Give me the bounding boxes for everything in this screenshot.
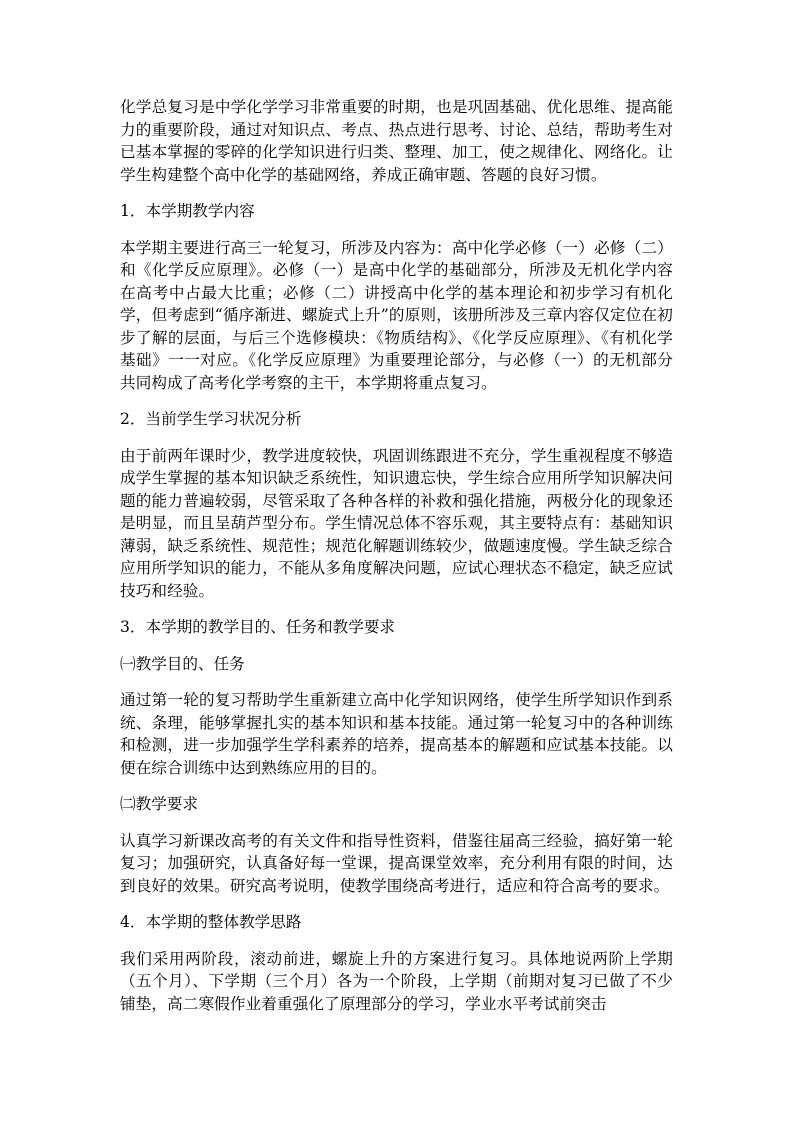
section-1-heading: 1．本学期教学内容 [120, 202, 255, 220]
section-3-requirements-paragraph: 认真学习新课改高考的有关文件和指导性资料，借鉴往届高三经验，搞好第一轮复习；加强研究，认真备好每一堂课，提高课堂效率，充分利用有限的时间，达到良好的效果。研究高考说明，使教学围绕高考进行，适应和符合高考的要求。 [120, 831, 673, 895]
section-3-goals-paragraph: 通过第一轮的复习帮助学生重新建立高中化学知识网络，使学生所学知识作到系统、条理，能够掌握扎实的基本知识和基本技能。通过第一轮复习中的各种训练和检测，进一步加强学生学科素养的培养，提高基本的解题和应试基本技能。以便在综合训练中达到熟练应用的目的。 [120, 691, 673, 777]
intro-paragraph: 化学总复习是中学化学学习非常重要的时期，也是巩固基础、优化思维、提高能力的重要阶段，通过对知识点、考点、热点进行思考、讨论、总结，帮助考生对已基本掌握的零碎的化学知识进行归类、整理、加工，使之规律化、网络化。让学生构建整个高中化学的基础网络，养成正确审题、答题的良好习惯。 [120, 98, 673, 184]
section-4-heading: 4．本学期的整体教学思路 [120, 913, 302, 931]
section-1-paragraph: 本学期主要进行高三一轮复习，所涉及内容为：高中化学必修（一）必修（二）和《化学反应原理》。必修（一）是高中化学的基础部分，所涉及无机化学内容在高考中占最大比重；必修（二）讲授高中化学的基本理论和初步学习有机化学，但考虑到“循序渐进、螺旋式上升”的原则，该册所涉及三章内容仅定位在初步了解的层面，与后三个选修模块：《物质结构》、《化学反应原理》、《有机化学基础》一一对应。《化学反应原理》为重要理论部分，与必修（一）的无机部分共同构成了高考化学考察的主干，本学期将重点复习。 [120, 238, 673, 392]
section-3-subheading-goals: ㈠教学目的、任务 [120, 654, 245, 673]
section-4-paragraph: 我们采用两阶段，滚动前进，螺旋上升的方案进行复习。具体地说两阶上学期（五个月）、下学期（三个月）各为一个阶段，上学期（前期对复习已做了不少铺垫，高二寒假作业着重强化了原理部分的学习，学业水平考试前突击 [120, 949, 673, 1013]
section-3-subheading-requirements: ㈡教学要求 [120, 795, 198, 813]
section-2-paragraph: 由于前两年课时少，教学进度较快，巩固训练跟进不充分，学生重视程度不够造成学生掌握的基本知识缺乏系统性，知识遗忘快，学生综合应用所学知识解决问题的能力普遍较弱，尽管采取了各种各样的补救和强化措施，两极分化的现象还是明显，而且呈葫芦型分布。学生情况总体不容乐观，其主要特点有：基础知识薄弱，缺乏系统性、规范性；规范化解题训练较少，做题速度慢。学生缺乏综合应用所学知识的能力，不能从多角度解决问题，应试心理状态不稳定，缺乏应试技巧和经验。 [120, 446, 673, 600]
document-page [120, 96, 673, 1015]
section-3-heading: 3．本学期的教学目的、任务和教学要求 [120, 618, 396, 636]
section-2-heading: 2．当前学生学习状况分析 [120, 410, 302, 428]
